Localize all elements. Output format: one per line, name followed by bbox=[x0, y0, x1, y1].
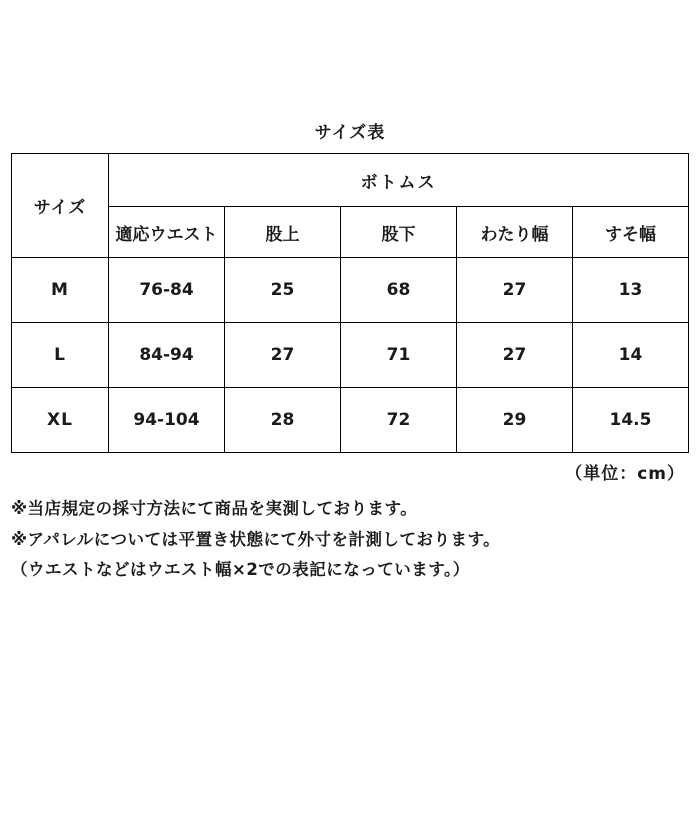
cell-size: XL bbox=[12, 388, 109, 453]
table-header bbox=[12, 154, 689, 258]
cell-rise: 28 bbox=[225, 388, 341, 453]
table-row bbox=[12, 388, 689, 453]
cell-thigh: 27 bbox=[457, 258, 573, 323]
column-header-rise: 股上 bbox=[225, 207, 341, 258]
cell-inseam: 68 bbox=[341, 258, 457, 323]
cell-thigh: 29 bbox=[457, 388, 573, 453]
cell-waist: 76-84 bbox=[109, 258, 225, 323]
table-body bbox=[12, 258, 689, 453]
column-header-size: サイズ bbox=[12, 154, 109, 258]
notes-section bbox=[11, 494, 689, 586]
cell-rise: 27 bbox=[225, 323, 341, 388]
cell-inseam: 71 bbox=[341, 323, 457, 388]
cell-size: L bbox=[12, 323, 109, 388]
cell-waist: 94-104 bbox=[109, 388, 225, 453]
size-chart-page bbox=[0, 118, 700, 818]
cell-hem: 14 bbox=[573, 323, 689, 388]
note-line: ※アパレルについては平置き状態にて外寸を計測しております。 bbox=[11, 529, 501, 549]
column-header-thigh: わたり幅 bbox=[457, 207, 573, 258]
unit-note: （単位：cm） bbox=[565, 464, 685, 484]
table-row bbox=[12, 258, 689, 323]
table-header-row-columns bbox=[12, 207, 689, 258]
table-header-row-group bbox=[12, 154, 689, 207]
cell-rise: 25 bbox=[225, 258, 341, 323]
page-title: サイズ表 bbox=[314, 123, 386, 143]
size-table bbox=[11, 153, 689, 453]
cell-inseam: 72 bbox=[341, 388, 457, 453]
note-line: （ウエストなどはウエスト幅×2での表記になっています。） bbox=[11, 560, 470, 580]
cell-thigh: 27 bbox=[457, 323, 573, 388]
column-header-hem: すそ幅 bbox=[573, 207, 689, 258]
table-row bbox=[12, 323, 689, 388]
column-group-header-bottoms: ボトムス bbox=[109, 154, 689, 207]
cell-waist: 84-94 bbox=[109, 323, 225, 388]
column-header-inseam: 股下 bbox=[341, 207, 457, 258]
cell-hem: 14.5 bbox=[573, 388, 689, 453]
cell-size: M bbox=[12, 258, 109, 323]
cell-hem: 13 bbox=[573, 258, 689, 323]
column-header-waist: 適応ウエスト bbox=[109, 207, 225, 258]
note-line: ※当店規定の採寸方法にて商品を実測しております。 bbox=[11, 499, 418, 518]
